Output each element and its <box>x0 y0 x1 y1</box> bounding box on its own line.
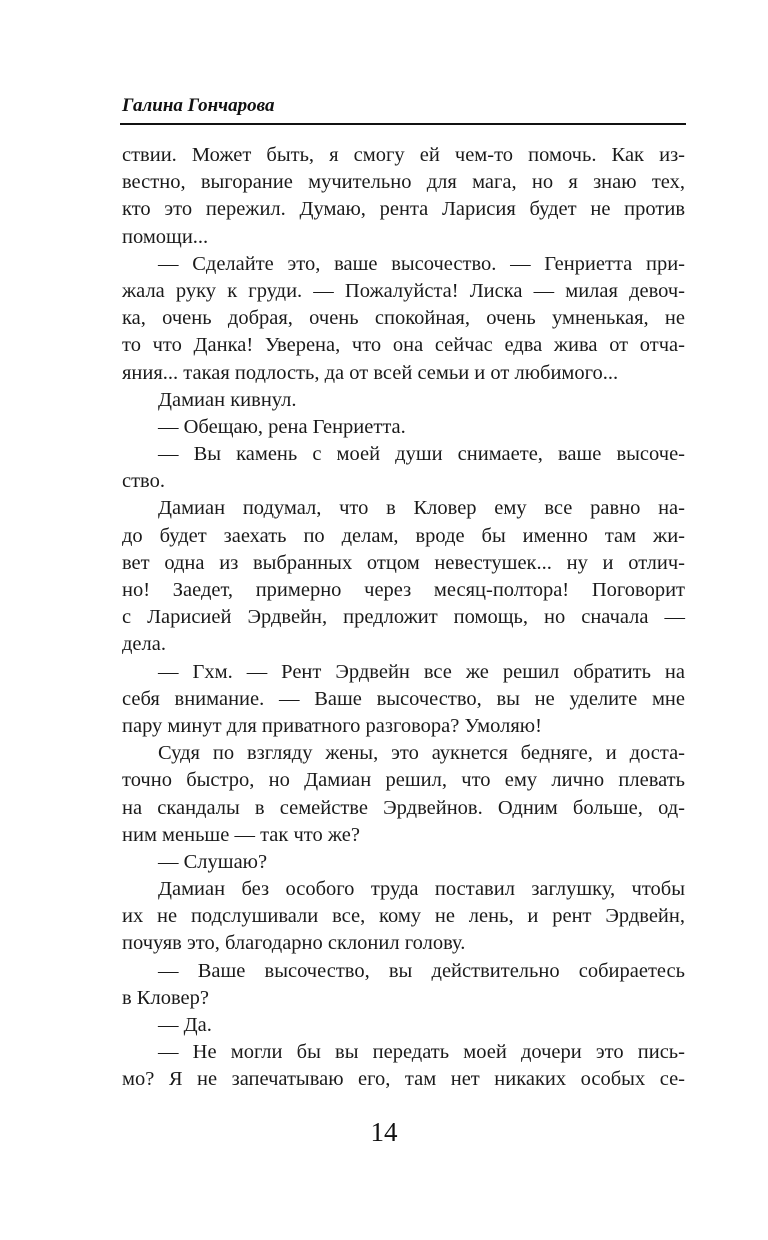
text-line: ствии. Может быть, я смогу ей чем-то помочь. Как из- <box>122 144 685 166</box>
text-line: пару минут для приватного разговора? Умоляю! <box>122 714 542 737</box>
text-line: вестно, выгорание мучительно для мага, но я знаю тех, <box>122 171 685 194</box>
text-line: на скандалы в семействе Эрдвейнов. Одним больше, од- <box>122 796 685 819</box>
text-line: Судя по взгляду жены, это аукнется бедняге, и доста- <box>158 742 685 765</box>
running-head: Галина Гончарова <box>122 95 275 116</box>
text-line: помощи... <box>122 225 209 248</box>
text-line: — Гхм. — Рент Эрдвейн все же решил обратить на <box>158 660 685 683</box>
text-line: мо? Я не запечатываю его, там нет никаких особых се- <box>122 1068 685 1091</box>
text-line: — Да. <box>158 1014 212 1036</box>
text-line: Дамиан кивнул. <box>158 388 297 411</box>
text-line: — Не могли бы вы передать моей дочери это пись- <box>158 1041 685 1064</box>
text-line: — Сделайте это, ваше высочество. — Генриетта при- <box>158 252 685 275</box>
text-line: — Обещаю, рена Генриетта. <box>158 415 406 438</box>
page-number: 14 <box>370 1117 398 1147</box>
text-line: жала руку к груди. — Пожалуйста! Лиска — милая девоч- <box>122 279 685 302</box>
text-line: вет одна из выбранных отцом невестушек... ну и отлич- <box>122 551 685 574</box>
text-line: кто это пережил. Думаю, рента Ларисия будет не против <box>122 198 685 221</box>
text-line: ним меньше — так что же? <box>122 823 360 846</box>
text-line: ство. <box>122 470 165 493</box>
text-line: ка, очень добрая, очень спокойная, очень умненькая, не <box>122 307 685 330</box>
text-line: дела. <box>122 633 166 656</box>
header-rule <box>120 123 686 125</box>
text-line: до будет заехать по делам, вроде бы именно там жи- <box>122 524 685 547</box>
text-line: себя внимание. — Ваше высочество, вы не уделите мне <box>122 687 685 710</box>
text-line: но! Заедет, примерно через месяц-полтора! Поговорит <box>122 579 685 601</box>
text-line: яния... такая подлость, да от всей семьи и от любимого... <box>122 361 619 384</box>
text-line: их не подслушивали все, кому не лень, и рент Эрдвейн, <box>122 905 685 928</box>
text-line: — Ваше высочество, вы действительно собираетесь <box>158 959 685 982</box>
text-line: Дамиан без особого труда поставил заглушку, чтобы <box>158 878 685 901</box>
text-line: точно быстро, но Дамиан решил, что ему лично плевать <box>122 769 685 792</box>
text-line: с Ларисией Эрдвейн, предложит помощь, но сначала — <box>122 606 685 629</box>
text-line: — Вы камень с моей души снимаете, ваше высоче- <box>158 443 685 466</box>
text-line: в Кловер? <box>122 986 209 1009</box>
text-line: — Слушаю? <box>158 850 268 873</box>
text-line: Дамиан подумал, что в Кловер ему все равно на- <box>158 497 685 520</box>
text-line: почуяв это, благодарно склонил голову. <box>122 932 466 955</box>
body-text <box>122 142 685 1094</box>
text-line: то что Данка! Уверена, что она сейчас едва жива от отча- <box>122 334 685 357</box>
